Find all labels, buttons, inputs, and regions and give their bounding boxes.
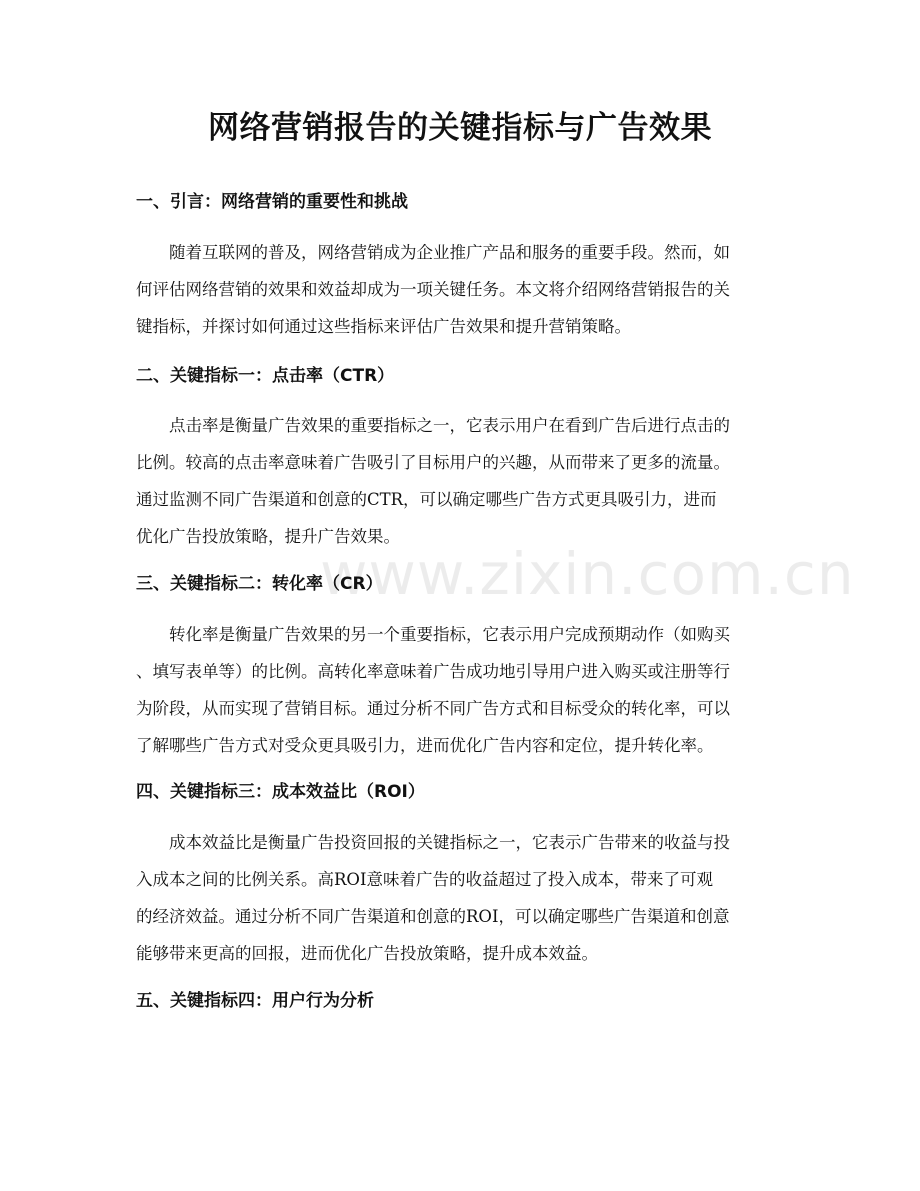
section-heading-4: 四、关键指标三：成本效益比（ROI） [136, 782, 425, 802]
watermark: www.zixin.com.cn [320, 540, 855, 608]
section-heading-2: 二、关键指标一：点击率（CTR） [136, 366, 395, 386]
paragraph-line: 点击率是衡量广告效果的重要指标之一，它表示用户在看到广告后进行点击的 [169, 416, 730, 435]
paragraph-line: 比例。较高的点击率意味着广告吸引了目标用户的兴趣，从而带来了更多的流量。 [136, 453, 730, 472]
paragraph-line: 能够带来更高的回报，进而优化广告投放策略，提升成本效益。 [136, 944, 598, 963]
section-paragraph-2 [136, 407, 788, 555]
section-paragraph-3 [136, 616, 788, 764]
paragraph-line: 何评估网络营销的效果和效益却成为一项关键任务。本文将介绍网络营销报告的关 [136, 280, 730, 299]
paragraph-line: 键指标，并探讨如何通过这些指标来评估广告效果和提升营销策略。 [136, 317, 631, 336]
paragraph-line: 通过监测不同广告渠道和创意的CTR，可以确定哪些广告方式更具吸引力，进而 [136, 490, 717, 509]
paragraph-line: 随着互联网的普及，网络营销成为企业推广产品和服务的重要手段。然而，如 [169, 243, 730, 262]
section-heading-5: 五、关键指标四：用户行为分析 [136, 991, 374, 1011]
section-heading-3: 三、关键指标二：转化率（CR） [136, 574, 383, 594]
section-paragraph-1 [136, 234, 788, 345]
paragraph-line: 、填写表单等）的比例。高转化率意味着广告成功地引导用户进入购买或注册等行 [136, 662, 730, 681]
document-title: 网络营销报告的关键指标与广告效果 [208, 110, 712, 146]
paragraph-line: 入成本之间的比例关系。高ROI意味着广告的收益超过了投入成本，带来了可观 [136, 870, 713, 889]
section-heading-1: 一、引言：网络营销的重要性和挑战 [136, 192, 408, 212]
paragraph-line: 转化率是衡量广告效果的另一个重要指标，它表示用户完成预期动作（如购买 [169, 625, 730, 644]
paragraph-line: 了解哪些广告方式对受众更具吸引力，进而优化广告内容和定位，提升转化率。 [136, 736, 714, 755]
paragraph-line: 成本效益比是衡量广告投资回报的关键指标之一，它表示广告带来的收益与投 [169, 833, 730, 852]
paragraph-line: 为阶段，从而实现了营销目标。通过分析不同广告方式和目标受众的转化率，可以 [136, 699, 730, 718]
section-paragraph-4 [136, 824, 788, 972]
paragraph-line: 优化广告投放策略，提升广告效果。 [136, 527, 400, 546]
paragraph-line: 的经济效益。通过分析不同广告渠道和创意的ROI，可以确定哪些广告渠道和创意 [136, 907, 730, 926]
